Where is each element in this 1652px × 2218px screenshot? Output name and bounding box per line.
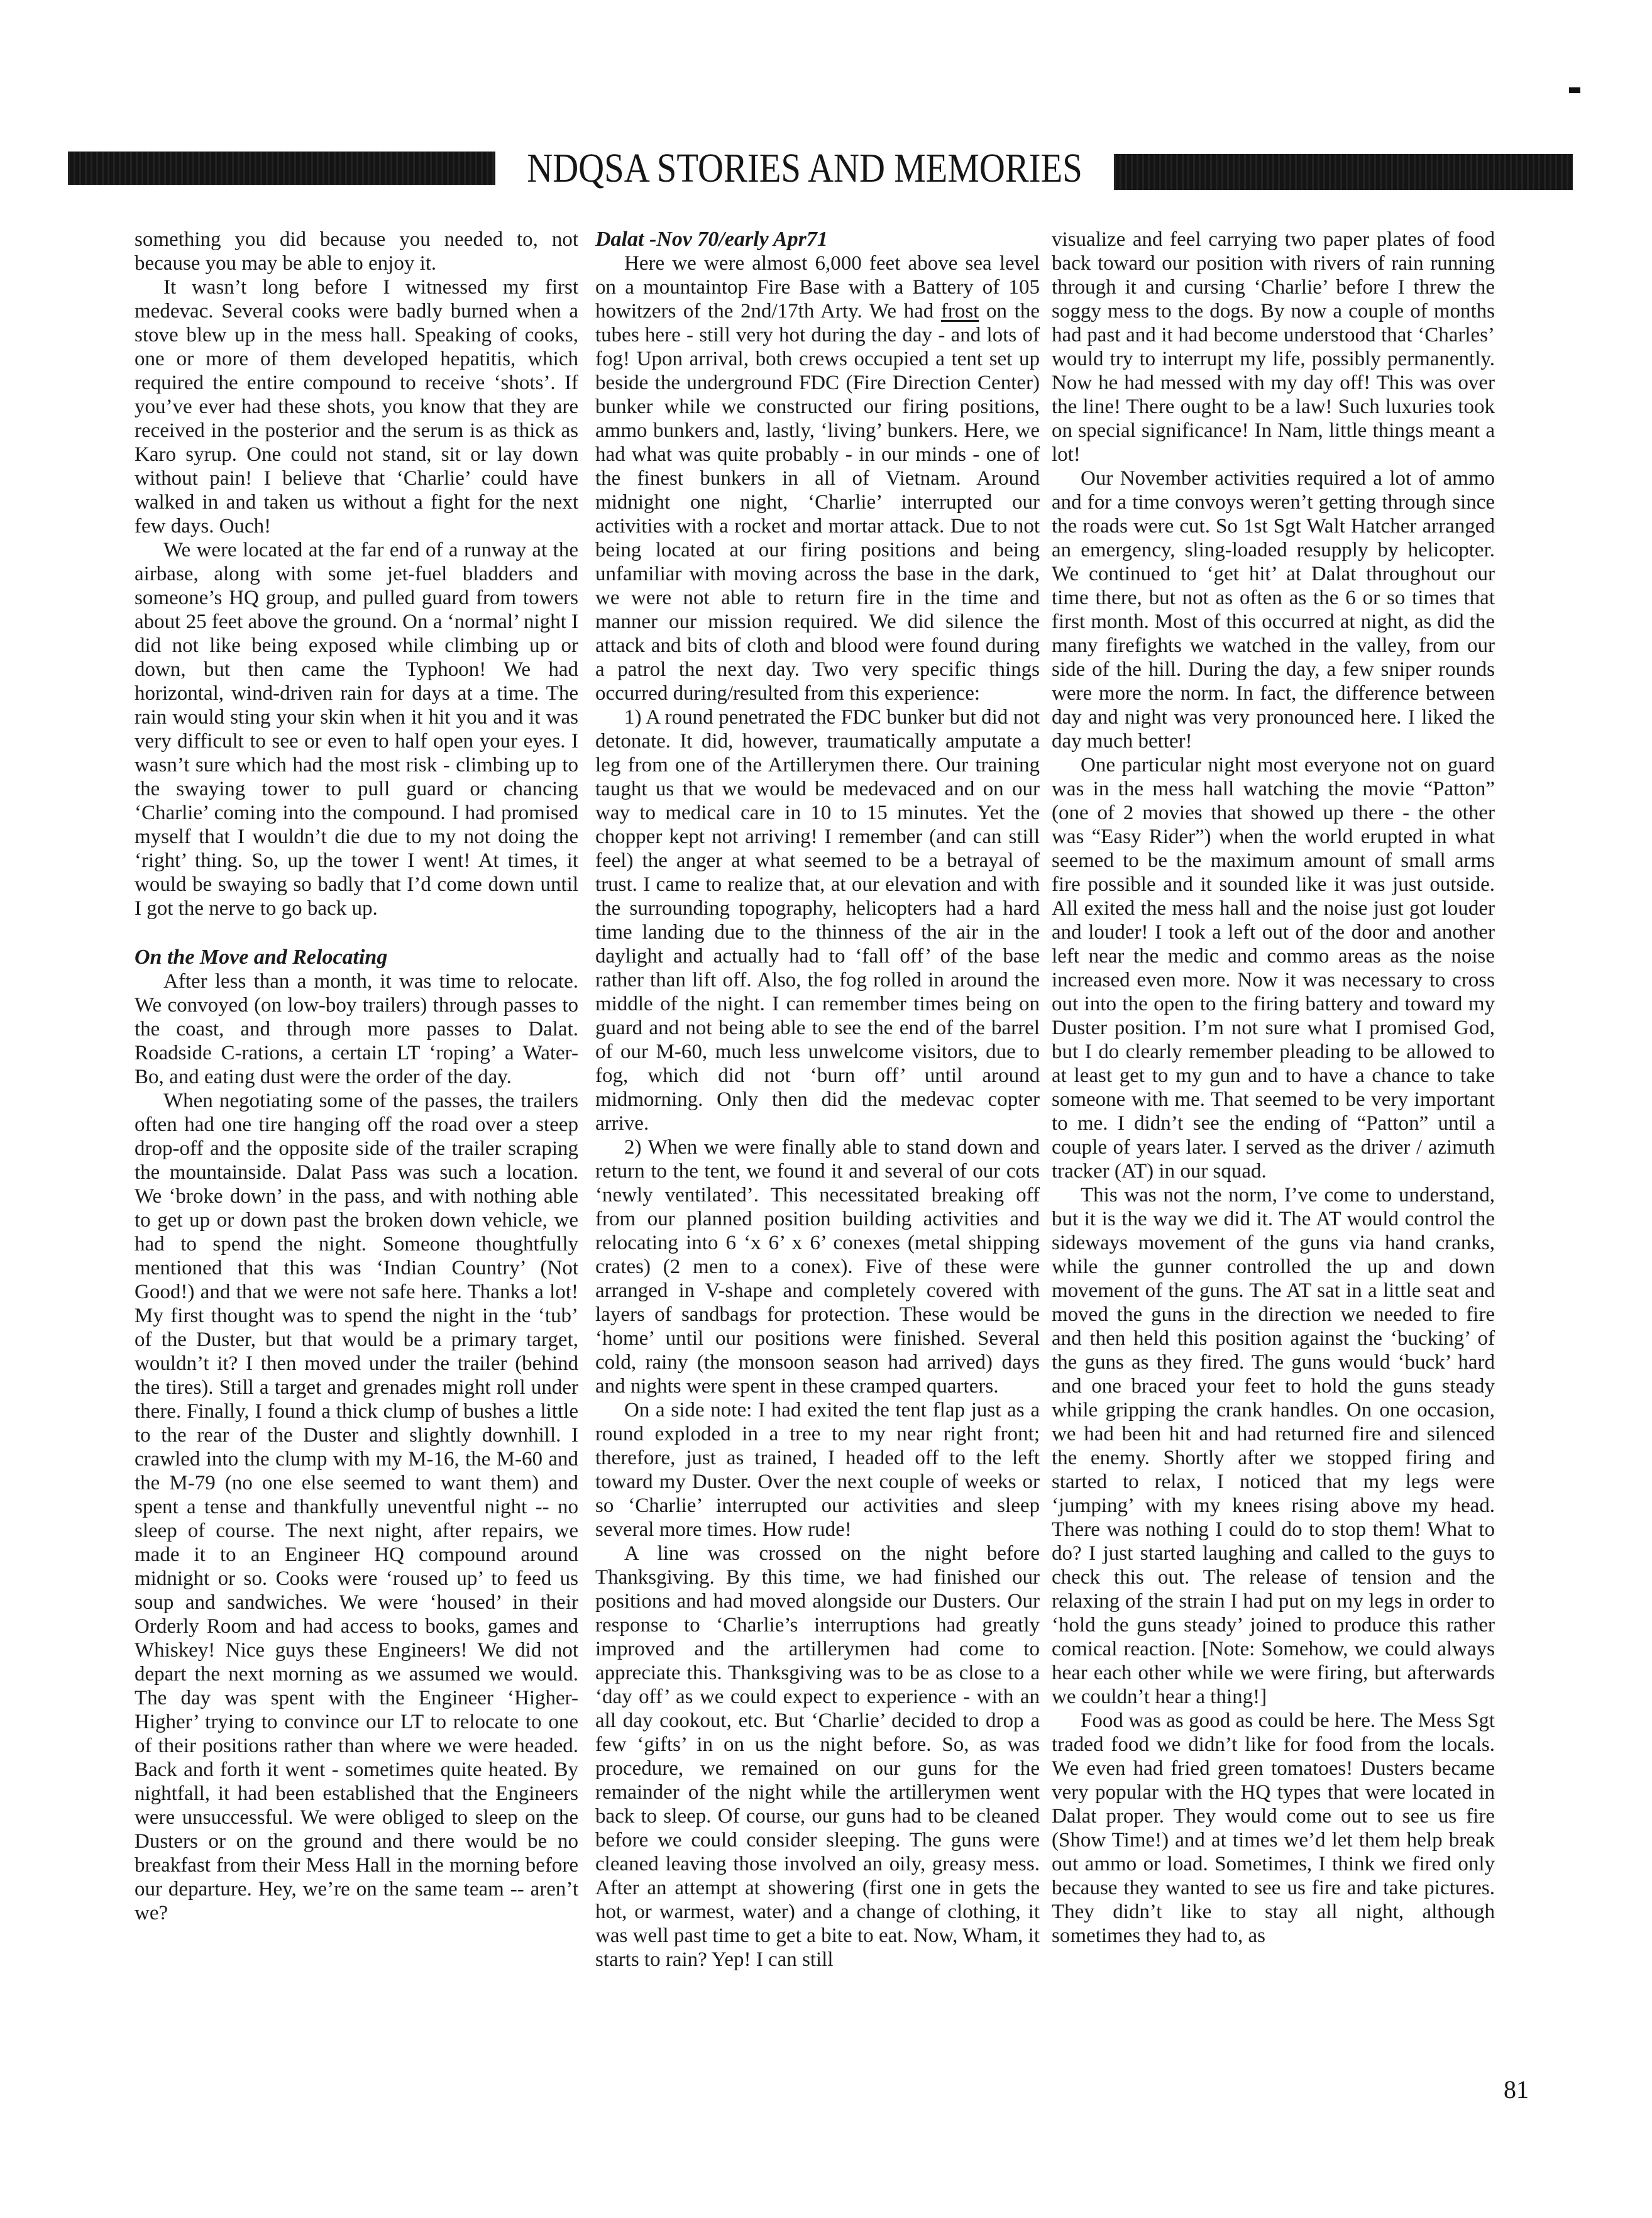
paragraph: visualize and feel carrying two paper plates of food back toward our position with rivers of rain running through it and cursing ‘Charlie’ before I threw the soggy mess to the dogs. By now a couple of months had past and it had become understood that ‘Charles’ would try to interrupt my life, possibly permanently. Now he had messed with my day off! This was over the line! There ought to be a law! Such luxuries took on special significance! In Nam, little things meant a lot! xyxy=(1052,228,1495,466)
paragraph: When negotiating some of the passes, the trailers often had one tire hanging off the road over a steep drop-off and the opposite side of the trailer scraping the mountainside. Dalat Pass was such a location. We ‘broke down’ in the pass, and with nothing able to get up or down past the broken down vehicle, we had to spend the night. Someone thoughtfully mentioned that this was ‘Indian Country’ (Not Good!) and that we were not safe here. Thanks a lot! My first thought was to spend the night in the ‘tub’ of the Duster, but that would be a primary target, wouldn’t it? I then moved under the trailer (behind the tires). Still a target and grenades might roll under there. Finally, I found a thick clump of bushes a little to the rear of the Duster and slightly downhill. I crawled into the clump with my M-16, the M-60 and the M-79 (no one else seemed to want them) and spent a tense and thankfully uneventful night -- no sleep of course. The next night, after repairs, we made it to an Engineer HQ compound around midnight or so. Cooks were ‘roused up’ to feed us soup and sandwiches. We were ‘housed’ in their Orderly Room and had access to books, games and Whiskey! Nice guys these Engineers! We did not depart the next morning as we assumed we would. The day was spent with the Engineer ‘Higher-Higher’ trying to convince our LT to relocate to one of their positions rather than where we were headed. Back and forth it went - sometimes quite heated. By nightfall, it had been established that the Engineers were unsuccessful. We were obliged to sleep on the Dusters or on the ground and there would be no breakfast from their Mess Hall in the morning before our departure. Hey, we’re on the same team -- aren’t we? xyxy=(135,1090,578,1924)
article-column-left xyxy=(135,228,578,1925)
article-column-center xyxy=(595,228,1040,1972)
header-bar-left xyxy=(68,152,495,185)
article-column-right xyxy=(1052,228,1495,1948)
section-heading: Dalat -Nov 70/early Apr71 xyxy=(595,228,828,251)
paragraph: We were located at the far end of a runway at the airbase, along with some jet-fuel bladders and someone’s HQ group, and pulled guard from towers about 25 feet above the ground. On a ‘normal’ night I did not like being exposed while climbing up or down, but then came the Typhoon! We had horizontal, wind-driven rain for days at a time. The rain would sting your skin when it hit you and it was very difficult to see or even to half open your eyes. I wasn’t sure which had the most risk - climbing up to the swaying tower to pull guard or chancing ‘Charlie’ coming into the compound. I had promised myself that I wouldn’t die due to my not doing the ‘right’ thing. So, up the tower I went! At times, it would be swaying so badly that I’d come down until I got the nerve to go back up. xyxy=(135,539,578,920)
paragraph: One particular night most everyone not on guard was in the mess hall watching the movie “Patton” (one of 2 movies that showed up there - the other was “Easy Rider”) when the world erupted in what seemed to be the maximum amount of small arms fire possible and it sounded like it was just outside. All exited the mess hall and the noise just got louder and louder! I took a left out of the door and another left near the medic and commo areas as the noise increased even more. Now it was necessary to cross out into the open to the firing battery and toward my Duster position. I’m not sure what I promised God, but I do clearly remember pleading to be allowed to at least get to my gun and to have a chance to take someone with me. That seemed to be very important to me. I didn’t see the ending of “Patton” until a couple of years later. I served as the driver / azimuth tracker (AT) in our squad. xyxy=(1052,754,1495,1183)
paragraph: Here we were almost 6,000 feet above sea level on a mountaintop Fire Base with a Battery of 105 howitzers of the 2nd/17th Arty. We had frost on the tubes here - still very hot during the day - and lots of fog! Upon arrival, both crews occupied a tent set up beside the underground FDC (Fire Direction Center) bunker while we constructed our firing positions, ammo bunkers and, lastly, ‘living’ bunkers. Here, we had what was quite probably - in our minds - one of the finest bunkers in all of Vietnam. Around midnight one night, ‘Charlie’ interrupted our activities with a rocket and mortar attack. Due to not being located at our firing positions and being unfamiliar with moving across the base in the dark, we were not able to return fire in the time and manner our mission required. We did silence the attack and bits of cloth and blood were found during a patrol the next day. Two very specific things occurred during/resulted from this experience: xyxy=(595,252,1040,705)
page-number: 81 xyxy=(1504,2075,1529,2104)
paragraph: On a side note: I had exited the tent flap just as a round exploded in a tree to my near right front; therefore, just as trained, I headed off to the left toward my Duster. Over the next couple of weeks or so ‘Charlie’ interrupted our activities and sleep several more times. How rude! xyxy=(595,1399,1040,1541)
paragraph: 1) A round penetrated the FDC bunker but did not detonate. It did, however, traumatically amputate a leg from one of the Artillerymen there. Our training taught us that we would be medevaced and on our way to medical care in 10 to 15 minutes. Yet the chopper kept not arriving! I remember (and can still feel) the anger at what seemed to be a betrayal of trust. I came to realize that, at our elevation and with the surrounding topography, helicopters had a hard time landing due to the thinness of the air in the daylight and actually had to ‘fall off’ of the base rather than lift off. Also, the fog rolled in around the middle of the night. I can remember times being on guard and not being able to see the end of the barrel of our M-60, much less unwelcome visitors, due to fog, which did not ‘burn off’ until around midmorning. Only then did the medevac copter arrive. xyxy=(595,706,1040,1135)
page-title: NDQSA STORIES AND MEMORIES xyxy=(527,145,1082,191)
paragraph: Our November activities required a lot of ammo and for a time convoys weren’t getting through since the roads were cut. So 1st Sgt Walt Hatcher arranged an emergency, sling-loaded resupply by helicopter. We continued to ‘get hit’ at Dalat throughout our time there, but not as often as the 6 or so times that first month. Most of this occurred at night, as did the many firefights we watched in the valley, from our side of the hill. During the day, a few sniper rounds were more the norm. In fact, the difference between day and night was very pronounced here. I liked the day much better! xyxy=(1052,467,1495,753)
paragraph: Food was as good as could be here. The Mess Sgt traded food we didn’t like for food from the locals. We even had fried green tomatoes! Dusters became very popular with the HQ types that were located in Dalat proper. They would come out to see us fire (Show Time!) and at times we’d let them help break out ammo or load. Sometimes, I think we fired only because they wanted to see us fire and take pictures. They didn’t like to stay all night, although sometimes they had to, as xyxy=(1052,1709,1495,1947)
paragraph: It wasn’t long before I witnessed my first medevac. Several cooks were badly burned when a stove blew up in the mess hall. Speaking of cooks, one or more of them developed hepatitis, which required the entire compound to receive ‘shots’. If you’ve ever had these shots, you know that they are received in the posterior and the serum is as thick as Karo syrup. One could not stand, sit or lay down without pain! I believe that ‘Charlie’ could have walked in and taken us without a fight for the next few days. Ouch! xyxy=(135,276,578,538)
corner-dash-mark xyxy=(1569,87,1580,93)
paragraph: something you did because you needed to, not because you may be able to enjoy it. xyxy=(135,228,578,275)
paragraph: This was not the norm, I’ve come to understand, but it is the way we did it. The AT would control the sideways movement of the guns via hand cranks, while the gunner controlled the up and down movement of the guns. The AT sat in a little seat and moved the guns in the direction we needed to fire and then held this position against the ‘bucking’ of the guns as they fired. The guns would ‘buck’ hard and one braced your feet to hold the guns steady while gripping the crank handles. On one occasion, we had been hit and had returned fire and silenced the enemy. Shortly after we stopped firing and started to relax, I noticed that my legs were ‘jumping’ with my knees rising above my head. There was nothing I could do to stop them! What to do? I just started laughing and called to the guys to check this out. The release of tension and the relaxing of the strain I had put on my legs in order to ‘hold the guns steady’ joined to produce this rather comical reaction. [Note: Somehow, we could always hear each other while we were firing, but afterwards we couldn’t hear a thing!] xyxy=(1052,1184,1495,1708)
paragraph: After less than a month, it was time to relocate. We convoyed (on low-boy trailers) through passes to the coast, and through more passes to Dalat. Roadside C-rations, a certain LT ‘roping’ a Water-Bo, and eating dust were the order of the day. xyxy=(135,970,578,1088)
paragraph: 2) When we were finally able to stand down and return to the tent, we found it and several of our cots ‘newly ventilated’. This necessitated breaking off from our planned position building activities and relocating into 6 ‘x 6’ x 6’ conexes (metal shipping crates) (2 men to a conex). Five of these were arranged in V-shape and completely covered with layers of sandbags for protection. These would be ‘home’ until our positions were finished. Several cold, rainy (the monsoon season had arrived) days and nights were spent in these cramped quarters. xyxy=(595,1136,1040,1398)
paragraph: A line was crossed on the night before Thanksgiving. By this time, we had finished our positions and had moved alongside our Dusters. Our response to ‘Charlie’s interruptions had greatly improved and the artillerymen had come to appreciate this. Thanksgiving was to be as close to a ‘day off’ as we could expect to experience - with an all day cookout, etc. But ‘Charlie’ decided to drop a few ‘gifts’ in on us the night before. So, as was procedure, we remained on our guns for the remainder of the night while the artillerymen went back to sleep. Of course, our guns had to be cleaned before we could consider sleeping. The guns were cleaned leaving those involved an oily, greasy mess. After an attempt at showering (first one in gets the hot, or warmest, water) and a change of clothing, it was well past time to get a bite to eat. Now, Wham, it starts to rain? Yep! I can still xyxy=(595,1542,1040,1971)
section-heading: On the Move and Relocating xyxy=(135,946,388,969)
header-bar-right xyxy=(1114,154,1573,190)
